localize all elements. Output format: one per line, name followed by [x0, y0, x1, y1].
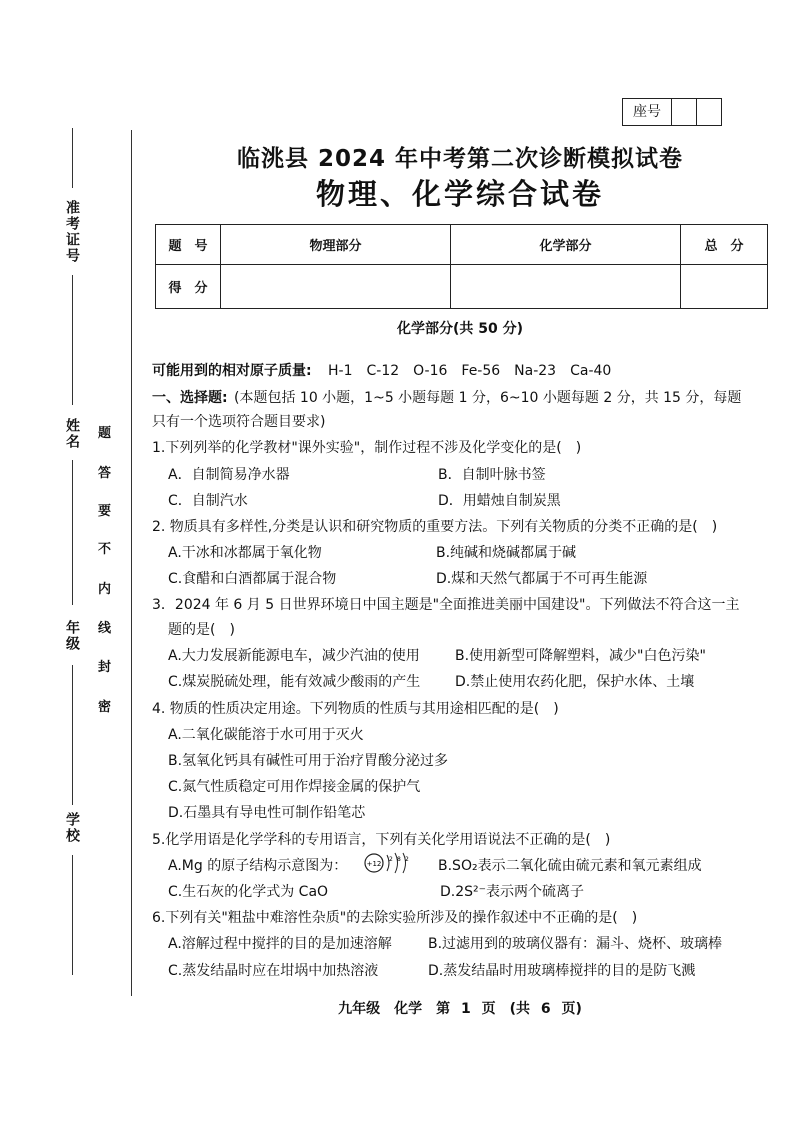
shell-electrons: 2	[405, 856, 409, 863]
question-stem: 2. 物质具有多样性,分类是认识和研究物质的重要方法。下列有关物质的分类不正确的是( )	[152, 519, 718, 535]
question-stem: 5.化学用语是化学学科的专用语言，下列有关化学用语说法不正确的是( )	[152, 832, 611, 848]
seal-char: 线	[98, 621, 112, 636]
atomic-mass-label: 可能用到的相对原子质量:	[152, 363, 312, 379]
seal-char: 密	[98, 700, 112, 715]
option-d: D.禁止使用农药化肥，保护水体、土壤	[455, 674, 695, 690]
seal-char: 不	[98, 542, 112, 557]
option-a: A.干冰和冰都属于氧化物	[168, 545, 322, 561]
seal-char: 内	[98, 582, 112, 597]
name-label: 姓名	[64, 418, 80, 450]
score-row-label: 得 分	[156, 265, 221, 309]
seat-digit-box	[672, 99, 697, 125]
option-d: D.蒸发结晶时用玻璃棒搅拌的目的是防飞溅	[428, 963, 696, 979]
chemistry-score-cell	[451, 265, 681, 309]
question-stem: 3．2024 年 6 月 5 日世界环境日中国主题是"全面推进美丽中国建设"。下列做法不符合这一主	[152, 597, 740, 613]
score-header-cell: 总 分	[681, 225, 768, 265]
shell-electrons: 8	[397, 856, 401, 863]
part-title: 一、选择题:	[152, 390, 228, 406]
option-a: A.二氧化碳能溶于水可用于灭火	[168, 727, 364, 743]
exam-id-write-line	[72, 128, 73, 188]
part-description: (本题包括 10 小题，1~5 小题每题 1 分，6~10 小题每题 2 分，共 15 分，每题	[234, 390, 742, 406]
option-a: A．自制简易净水器	[168, 467, 290, 483]
option-c: C．自制汽水	[168, 493, 248, 509]
seal-char: 答	[98, 466, 112, 481]
option-b: B.过滤用到的玻璃仪器有：漏斗、烧杯、玻璃棒	[428, 936, 723, 952]
option-d: D.煤和天然气都属于不可再生能源	[436, 571, 648, 587]
option-b: B.SO₂表示二氧化硫由硫元素和氧元素组成	[438, 858, 702, 874]
seat-number-label: 座号	[623, 99, 672, 125]
grade-write-line	[72, 665, 73, 805]
score-table	[155, 224, 768, 309]
seat-number-box	[622, 98, 722, 126]
option-b: B.使用新型可降解塑料，减少"白色污染"	[455, 648, 706, 664]
nucleus-charge: +12	[366, 860, 382, 868]
question-stem: 4. 物质的性质决定用途。下列物质的性质与其用途相匹配的是( )	[152, 701, 559, 717]
exam-title: 临洮县 2024 年中考第二次诊断模拟试卷	[236, 146, 684, 172]
option-a: A.溶解过程中搅拌的目的是加速溶解	[168, 936, 392, 952]
option-b: B.氢氧化钙具有碱性可用于治疗胃酸分泌过多	[168, 753, 449, 769]
total-score-cell	[681, 265, 768, 309]
option-a: A.Mg 的原子结构示意图为：	[168, 858, 348, 874]
option-c: C.生石灰的化学式为 CaO	[168, 884, 329, 900]
exam-id-write-line	[72, 275, 73, 405]
page-footer: 九年级 化学 第 1 页 (共 6 页)	[338, 1001, 582, 1017]
score-header-cell: 题 号	[156, 225, 221, 265]
part-description: 只有一个选项符合题目要求)	[152, 414, 326, 430]
school-write-line	[72, 855, 73, 975]
score-header-cell: 物理部分	[221, 225, 451, 265]
binding-line	[131, 130, 132, 996]
shell-electrons: 2	[389, 856, 393, 863]
option-c: C.食醋和白酒都属于混合物	[168, 571, 337, 587]
atomic-mass-values: H-1 C-12 O-16 Fe-56 Na-23 Ca-40	[328, 363, 612, 379]
seal-char: 要	[98, 504, 112, 519]
option-d: D．用蜡烛自制炭黑	[438, 493, 561, 509]
option-c: C.煤炭脱硫处理，能有效减少酸雨的产生	[168, 674, 421, 690]
school-label: 学校	[64, 812, 80, 844]
grade-label: 年级	[64, 620, 80, 652]
option-d: D.2S²⁻表示两个硫离子	[440, 884, 585, 900]
option-c: C.氮气性质稳定可用作焊接金属的保护气	[168, 779, 421, 795]
seat-digit-box	[697, 99, 721, 125]
exam-subtitle: 物理、化学综合试卷	[315, 177, 604, 211]
question-stem: 1.下列列举的化学教材"课外实验"，制作过程不涉及化学变化的是( )	[152, 440, 582, 456]
question-stem-cont: 题的是( )	[168, 622, 235, 638]
option-b: B.纯碱和烧碱都属于碱	[436, 545, 577, 561]
exam-id-label: 准考证号	[64, 200, 80, 264]
option-c: C.蒸发结晶时应在坩埚中加热溶液	[168, 963, 379, 979]
score-header-cell: 化学部分	[451, 225, 681, 265]
mg-atom-structure-diagram	[362, 849, 416, 877]
question-stem: 6.下列有关"粗盐中难溶性杂质"的去除实验所涉及的操作叙述中不正确的是( )	[152, 910, 638, 926]
seal-char: 封	[98, 660, 112, 675]
option-a: A.大力发展新能源电车，减少汽油的使用	[168, 648, 420, 664]
option-b: B．自制叶脉书签	[438, 467, 546, 483]
seal-char: 题	[98, 426, 112, 441]
physics-score-cell	[221, 265, 451, 309]
option-d: D.石墨具有导电性可制作铅笔芯	[168, 805, 366, 821]
name-write-line	[72, 460, 73, 605]
section-heading: 化学部分(共 50 分)	[396, 321, 524, 337]
